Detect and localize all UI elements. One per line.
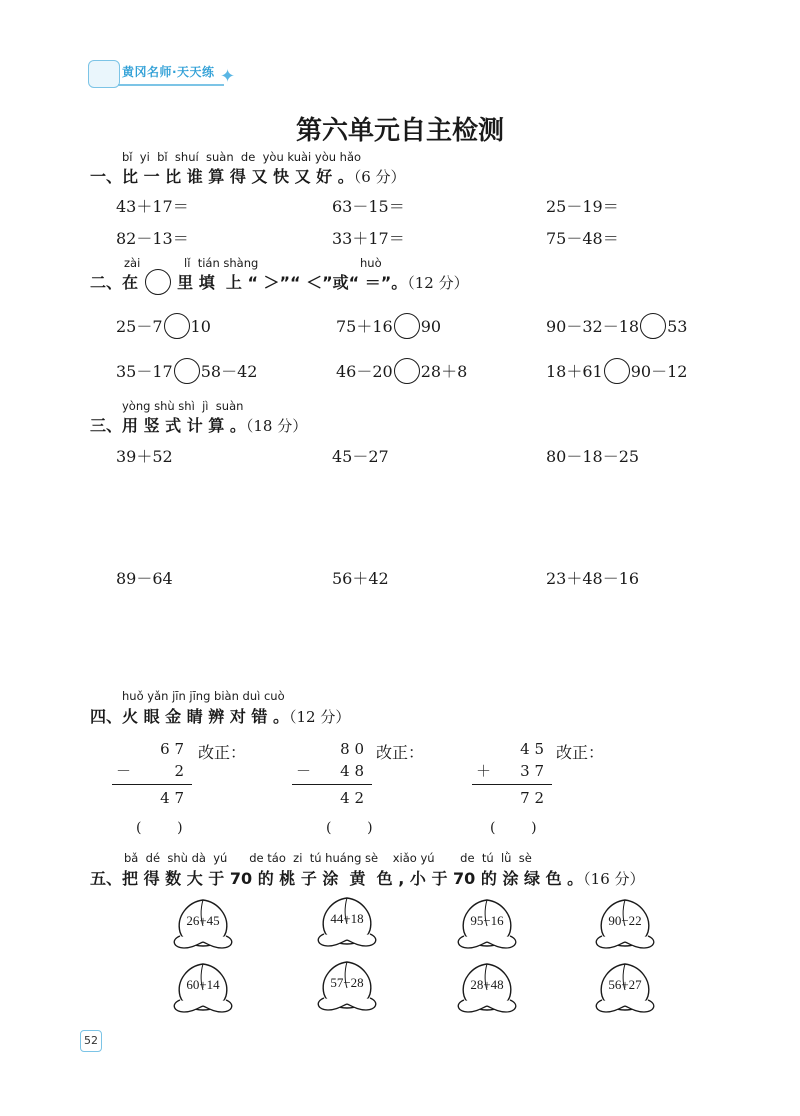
fix-label-1: 改正： [198, 743, 247, 762]
section4-points: （12 分） [289, 708, 351, 726]
page-title: 第六单元自主检测 [295, 116, 504, 146]
s1-item-1: 43＋17＝ [116, 197, 189, 216]
fix-label-2: 改正： [376, 743, 425, 762]
vertical-problem-2: 8 0 － 4 8 4 2 [292, 738, 372, 809]
s2-item-5: 46－20 28＋8 [336, 359, 467, 386]
section2-points: （12 分） [407, 274, 469, 292]
peach-3[interactable] [452, 896, 522, 958]
peach-1[interactable] [168, 896, 238, 958]
answer-circle[interactable] [164, 313, 190, 339]
s3-item-4: 89－64 [116, 569, 173, 588]
s1-item-4: 82－13＝ [116, 229, 189, 248]
section3-label: 三、用 竖 式 计 算 。 [90, 416, 246, 435]
section3-pinyin: yòng shù shì jì suàn [122, 399, 244, 413]
section3-heading [90, 413, 307, 436]
section2-pinyin-a: zài [124, 256, 141, 270]
s2-item-6: 18＋61 90－12 [546, 359, 687, 386]
s2-item-4: 35－17 58－42 [116, 359, 257, 386]
section4-pinyin: huǒ yǎn jīn jīng biàn duì cuò [122, 689, 285, 703]
answer-paren-2[interactable]: ( ) [326, 820, 373, 836]
peach-expression: 26+45 [186, 913, 220, 928]
page-number: 52 [80, 1030, 102, 1052]
section4-heading [90, 704, 350, 727]
section1-points: （6 分） [353, 168, 406, 186]
peach-5[interactable] [168, 960, 238, 1022]
s3-item-6: 23＋48－16 [546, 569, 640, 588]
section1-label: 一、比 一 比 谁 算 得 又 快 又 好 。 [90, 167, 354, 186]
section5-heading [90, 866, 645, 889]
section3-points: （18 分） [245, 417, 308, 435]
peach-expression: 28+48 [470, 977, 504, 992]
peach-expression: 56+27 [608, 977, 642, 992]
answer-paren-3[interactable]: ( ) [490, 820, 537, 836]
section1-heading [90, 164, 406, 187]
s3-item-5: 56＋42 [332, 569, 389, 588]
s3-item-2: 45－27 [332, 447, 389, 466]
section5-pinyin: bǎ dé shù dà yú de táo zi tú huáng sè xiǎo yú de tú lǜ sè [124, 851, 532, 865]
s1-item-3: 25－19＝ [546, 197, 619, 216]
badge-text: 黄冈名师·天天练 [122, 65, 215, 79]
s2-item-1: 25－7 10 [116, 314, 211, 341]
peach-2[interactable] [312, 894, 382, 956]
vertical-problem-1: 6 7 － 2 4 7 [112, 738, 192, 809]
peach-expression: 60+14 [186, 977, 220, 992]
answer-circle[interactable] [394, 313, 420, 339]
section1-pinyin: bǐ yi bǐ shuí suàn de yòu kuài yòu hǎo [122, 150, 362, 164]
vertical-problem-3: 4 5 ＋ 3 7 7 2 [472, 738, 552, 809]
s3-item-1: 39＋52 [116, 447, 173, 466]
peach-8[interactable] [590, 960, 660, 1022]
s3-item-3: 80－18－25 [546, 447, 640, 466]
section5-label: 五、把 得 数 大 于 70 的 桃 子 涂 黄 色 , 小 于 70 的 涂 绿 色 。 [90, 869, 584, 888]
section4-label: 四、火 眼 金 睛 辨 对 错 。 [90, 707, 289, 726]
peach-expression: 44+18 [330, 911, 364, 926]
peach-7[interactable] [452, 960, 522, 1022]
s2-item-3: 90－32－18 53 [546, 314, 687, 341]
peach-expression: 90−22 [608, 913, 642, 928]
answer-circle[interactable] [604, 358, 630, 384]
section2-heading [90, 270, 469, 297]
s1-item-2: 63－15＝ [332, 197, 405, 216]
s2-item-2: 75＋16 90 [336, 314, 441, 341]
answer-circle[interactable] [640, 313, 666, 339]
answer-circle[interactable] [174, 358, 200, 384]
peach-6[interactable] [312, 958, 382, 1020]
fix-label-3: 改正： [556, 743, 605, 762]
peach-expression: 95−16 [470, 913, 504, 928]
section2-label-a: 二、在 [90, 273, 139, 292]
answer-paren-1[interactable]: ( ) [136, 820, 183, 836]
s1-item-6: 75－48＝ [546, 229, 619, 248]
peach-4[interactable] [590, 896, 660, 958]
s1-item-5: 33＋17＝ [332, 229, 405, 248]
badge-underline [118, 84, 224, 86]
peach-expression: 57−28 [330, 975, 364, 990]
sparkle-icon: ✦ [220, 66, 236, 87]
blank-circle-icon [145, 269, 171, 295]
header-badge [88, 58, 248, 92]
section5-points: （16 分） [583, 870, 645, 888]
section2-label-b: 里 填 上 “ ＞”“ ＜”或“ ＝”。 [177, 273, 408, 292]
section2-pinyin-b: lǐ tián shàng [184, 256, 259, 270]
answer-circle[interactable] [394, 358, 420, 384]
bear-logo-icon [88, 60, 120, 88]
section2-pinyin-c: huò [360, 256, 382, 270]
